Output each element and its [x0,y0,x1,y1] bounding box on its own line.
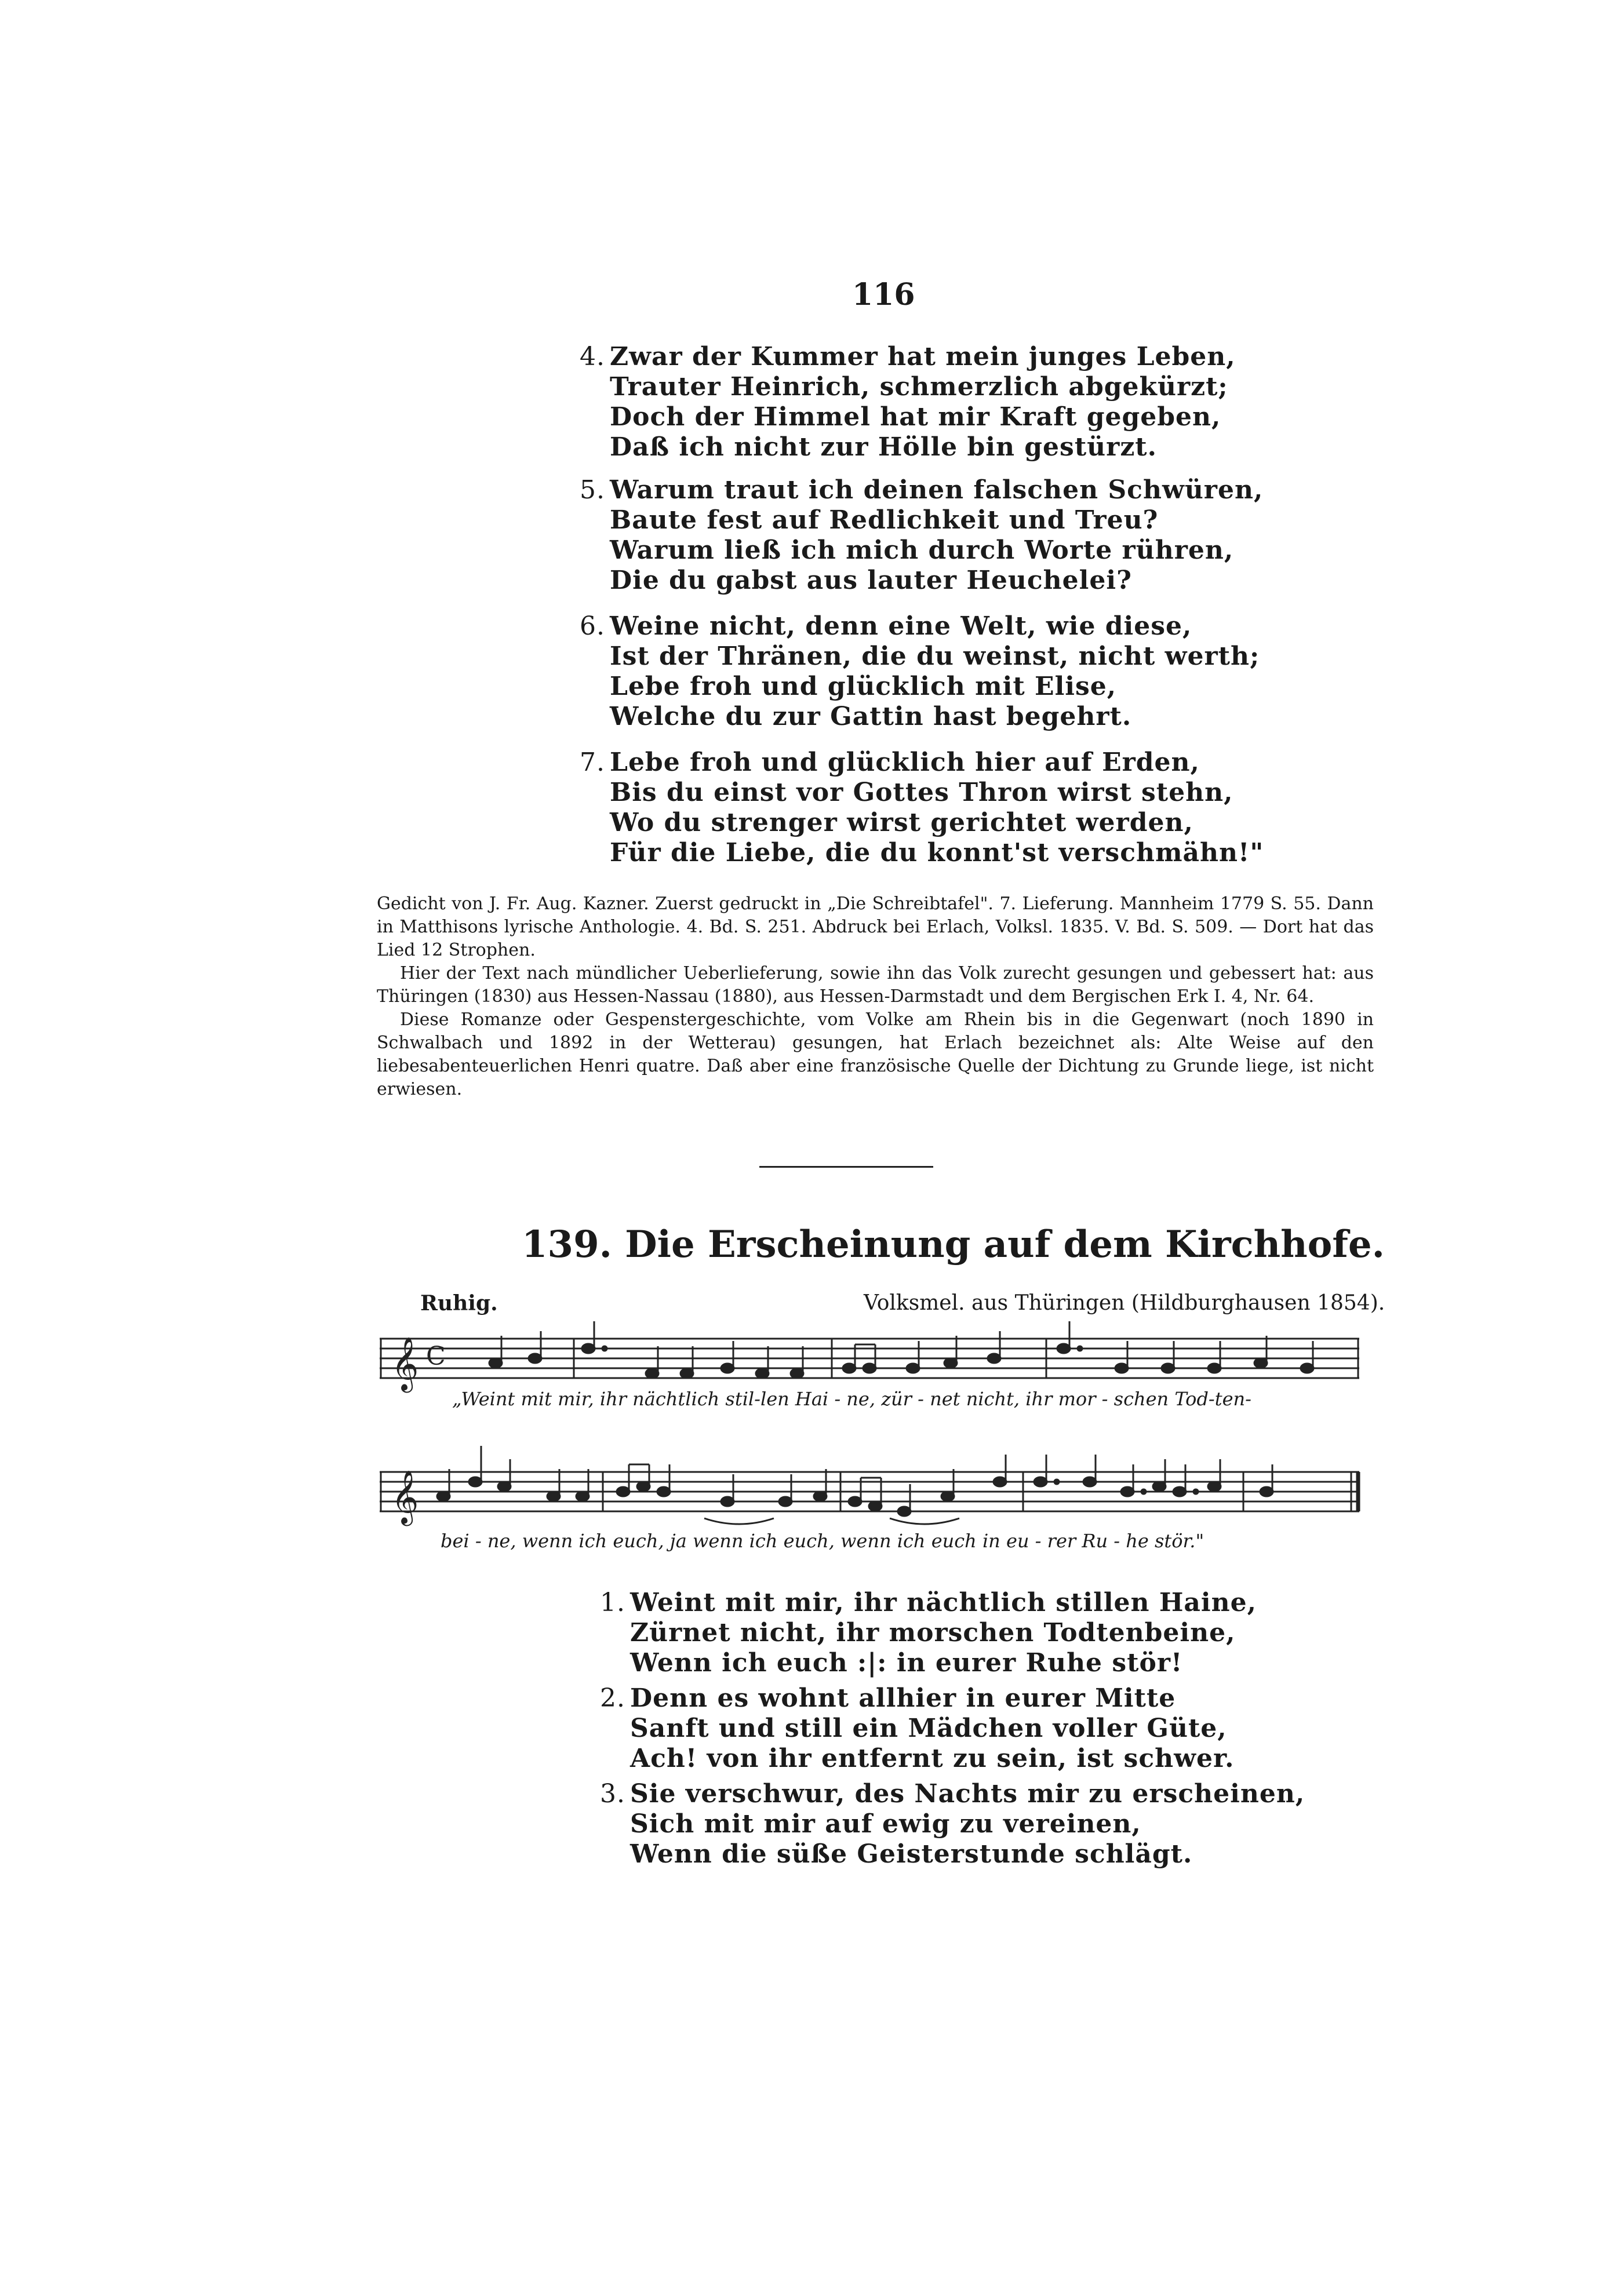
lyrics-staff-1: „Weint mit mir, ihr nächtlich stil-len Hai - ne, zür - net nicht, ihr mor - schen Tod-ten- [452,1388,1251,1410]
stanza-line: Welche du zur Gattin hast begehrt. [610,702,1132,731]
song-title: 139. Die Erscheinung auf dem Kirchhofe. [522,1223,1385,1266]
stanza-number: 3. [600,1779,625,1809]
stanza-line: Daß ich nicht zur Hölle bin gestürzt. [610,432,1157,462]
stanza-line: Für die Liebe, die du konnt'st verschmähn!" [610,838,1264,868]
stanza-number: 6. [580,611,605,641]
stanza-7 [580,748,1264,868]
page-number: 116 [852,277,915,312]
section-divider [759,1166,933,1168]
note-paragraph: Diese Romanze oder Gespenstergeschichte, vom Volke am Rhein bis in die Gegenwart (noch 1890 in Schwalbach und 1892 in der Wetterau) gesungen, hat Erlach bezeichnet als: Alte Weise auf den liebesabenteuerlichen Henri quatre. Daß aber eine französische Quelle der Dichtung zu Grunde liege, ist nicht erwiesen. [377,1009,1374,1099]
stanza-line: Ist der Thränen, die du weinst, nicht werth; [610,642,1260,671]
treble-clef-icon: 𝄞 [391,1470,419,1524]
stanza-number: 4. [580,342,605,371]
stanza-line: 5. Warum traut ich deinen falschen Schwüren, [580,475,1264,505]
note-paragraph: Hier der Text nach mündlicher Ueberlieferung, sowie ihn das Volk zurecht gesungen und gebessert hat: aus Thüringen (1830) aus Hessen-Nassau (1880), aus Hessen-Darmstadt und dem Bergischen Erk I. 4, Nr. 64. [377,963,1374,1007]
slur-marks [704,1518,959,1524]
stanza-line: 7. Lebe froh und glücklich hier auf Erden, [580,748,1200,777]
stanza-line: Warum ließ ich mich durch Worte rühren, [610,535,1234,565]
tempo-marking: Ruhig. [420,1291,498,1315]
lyrics-staff-2: bei - ne, wenn ich euch, ja wenn ich euch, wenn ich euch in eu - rer Ru - he stör." [441,1530,1204,1552]
stanza-line: 3. Sie verschwur, des Nachts mir zu erscheinen, [600,1779,1305,1809]
stanza-line: Doch der Himmel hat mir Kraft gegeben, [610,402,1221,432]
common-time-icon: C [426,1342,446,1371]
stanza-5 [580,475,1263,596]
music-staff-1 [380,1321,1365,1397]
stanza-line: 2. Denn es wohnt allhier in eurer Mitte [600,1683,1176,1713]
stanza-6 [580,611,1260,732]
stanza-line: Baute fest auf Redlichkeit und Treu? [610,505,1159,535]
notes-group-1 [489,1321,1313,1378]
stanza-3 [600,1779,1305,1869]
stanza-line: Sanft und still ein Mädchen voller Güte, [630,1714,1227,1743]
stanza-line: Ach! von ihr entfernt zu sein, ist schwer. [630,1744,1235,1773]
stanza-number: 7. [580,748,605,777]
stanza-line: 6. Weine nicht, denn eine Welt, wie diese, [580,611,1192,641]
treble-clef-icon: 𝄞 [391,1336,419,1390]
stanza-line: 4. Zwar der Kummer hat mein junges Leben, [580,342,1236,371]
stanza-2 [600,1683,1234,1774]
stanza-number: 5. [580,475,605,505]
notes [377,892,1374,1101]
stanza-line: 1. Weint mit mir, ihr nächtlich stillen Haine, [600,1588,1257,1617]
stanza-line: Sich mit mir auf ewig zu vereinen, [630,1809,1141,1839]
stanza-number: 1. [600,1588,625,1617]
stanza-line: Wenn die süße Geisterstunde schlägt. [630,1839,1193,1869]
stanza-4 [580,342,1236,462]
melody-source: Volksmel. aus Thüringen (Hildburghausen 1854). [864,1291,1385,1315]
stanza-line: Lebe froh und glücklich mit Elise, [610,672,1117,701]
stanza-line: Die du gabst aus lauter Heuchelei? [610,566,1132,595]
stanza-line: Wo du strenger wirst gerichtet werden, [610,808,1193,837]
stanza-line: Trauter Heinrich, schmerzlich abgekürzt; [610,372,1228,402]
stanza-line: Wenn ich euch :|: in eurer Ruhe stör! [630,1648,1183,1678]
note-paragraph: Gedicht von J. Fr. Aug. Kazner. Zuerst gedruckt in „Die Schreibtafel". 7. Lieferung. Mannheim 1779 S. 55. Dann in Matthisons lyrische Anthologie. 4. Bd. S. 251. Abdruck bei Erlach, Volksl. 1835. V. Bd. S. 509. — Dort hat das Lied 12 Strophen. [377,894,1374,960]
stanza-line: Zürnet nicht, ihr morschen Todtenbeine, [630,1618,1236,1648]
stanza-1 [600,1588,1257,1678]
stanza-line: Bis du einst vor Gottes Thron wirst stehn, [610,778,1233,807]
music-staff-2 [380,1431,1365,1536]
stanza-number: 2. [600,1683,625,1713]
